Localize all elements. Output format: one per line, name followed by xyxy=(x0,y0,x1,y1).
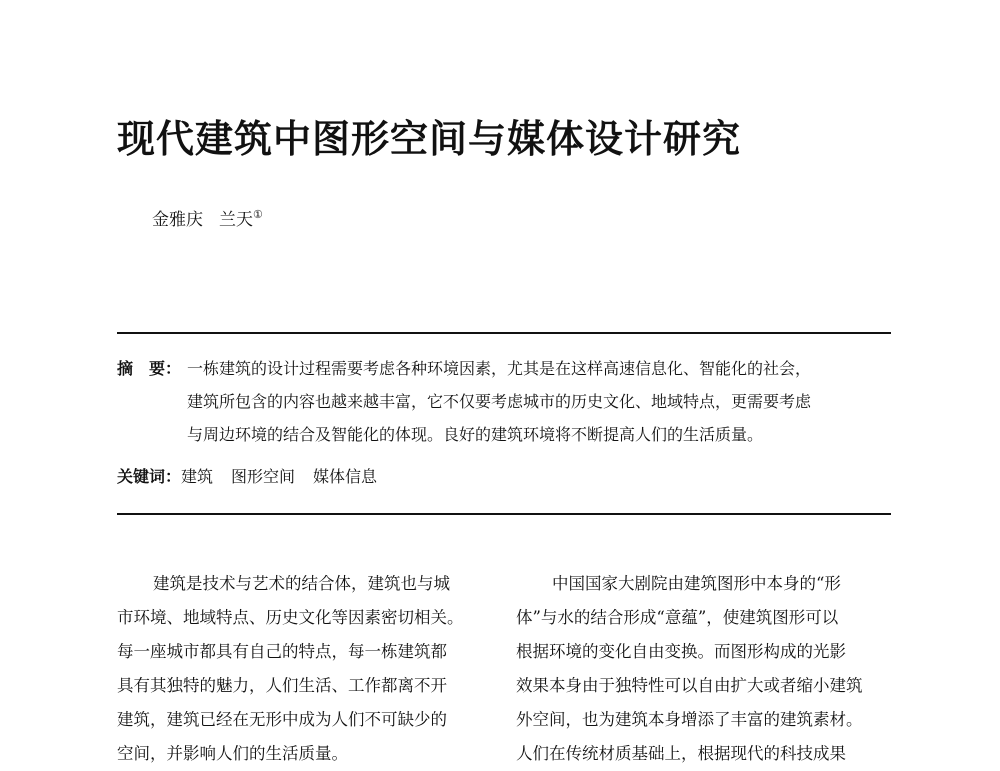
body-line: 体”与水的结合形成“意蕴”，使建筑图形可以 xyxy=(516,608,839,627)
keyword: 建筑 xyxy=(181,467,214,486)
author-name: 兰天 xyxy=(219,210,253,230)
body-line: 建筑是技术与艺术的结合体，建筑也与城 xyxy=(153,574,450,593)
body-line: 外空间，也为建筑本身增添了丰富的建筑素材。 xyxy=(516,710,863,729)
top-divider xyxy=(117,332,891,334)
body-line: 人们在传统材质基础上，根据现代的科技成果 xyxy=(516,744,846,763)
keyword: 媒体信息 xyxy=(313,467,378,486)
body-line: 中国国家大剧院由建筑图形中本身的“形 xyxy=(552,574,841,593)
keywords-block xyxy=(117,464,395,487)
body-line: 建筑，建筑已经在无形中成为人们不可缺少的 xyxy=(117,710,447,729)
keyword: 图形空间 xyxy=(231,467,296,486)
author-name: 金雅庆 xyxy=(152,210,203,230)
body-line: 空间，并影响人们的生活质量。 xyxy=(117,744,348,763)
abstract-line: 与周边环境的结合及智能化的体现。良好的建筑环境将不断提高人们的生活质量。 xyxy=(187,425,764,444)
body-line: 根据环境的变化自由变换。而图形构成的光影 xyxy=(516,642,846,661)
body-line: 市环境、地域特点、历史文化等因素密切相关。 xyxy=(117,608,464,627)
abstract-line: 一栋建筑的设计过程需要考虑各种环境因素，尤其是在这样高速信息化、智能化的社会， xyxy=(187,359,812,378)
abstract-label: 摘 要： xyxy=(117,359,182,378)
body-column-right xyxy=(516,567,894,771)
abstract-line: 建筑所包含的内容也越来越丰富，它不仅要考虑城市的历史文化、地域特点，更需要考虑 xyxy=(187,392,812,411)
author-line xyxy=(152,205,263,230)
abstract-block xyxy=(117,352,897,451)
body-line: 具有其独特的魅力，人们生活、工作都离不开 xyxy=(117,676,447,695)
footnote-mark: ① xyxy=(253,208,263,221)
keywords-label: 关键词： xyxy=(117,467,182,486)
bottom-divider xyxy=(117,513,891,515)
paper-title: 现代建筑中图形空间与媒体设计研究 xyxy=(117,116,742,161)
body-line: 每一座城市都具有自己的特点，每一栋建筑都 xyxy=(117,642,447,661)
body-column-left xyxy=(117,567,495,771)
body-line: 效果本身由于独特性可以自由扩大或者缩小建筑 xyxy=(516,676,863,695)
